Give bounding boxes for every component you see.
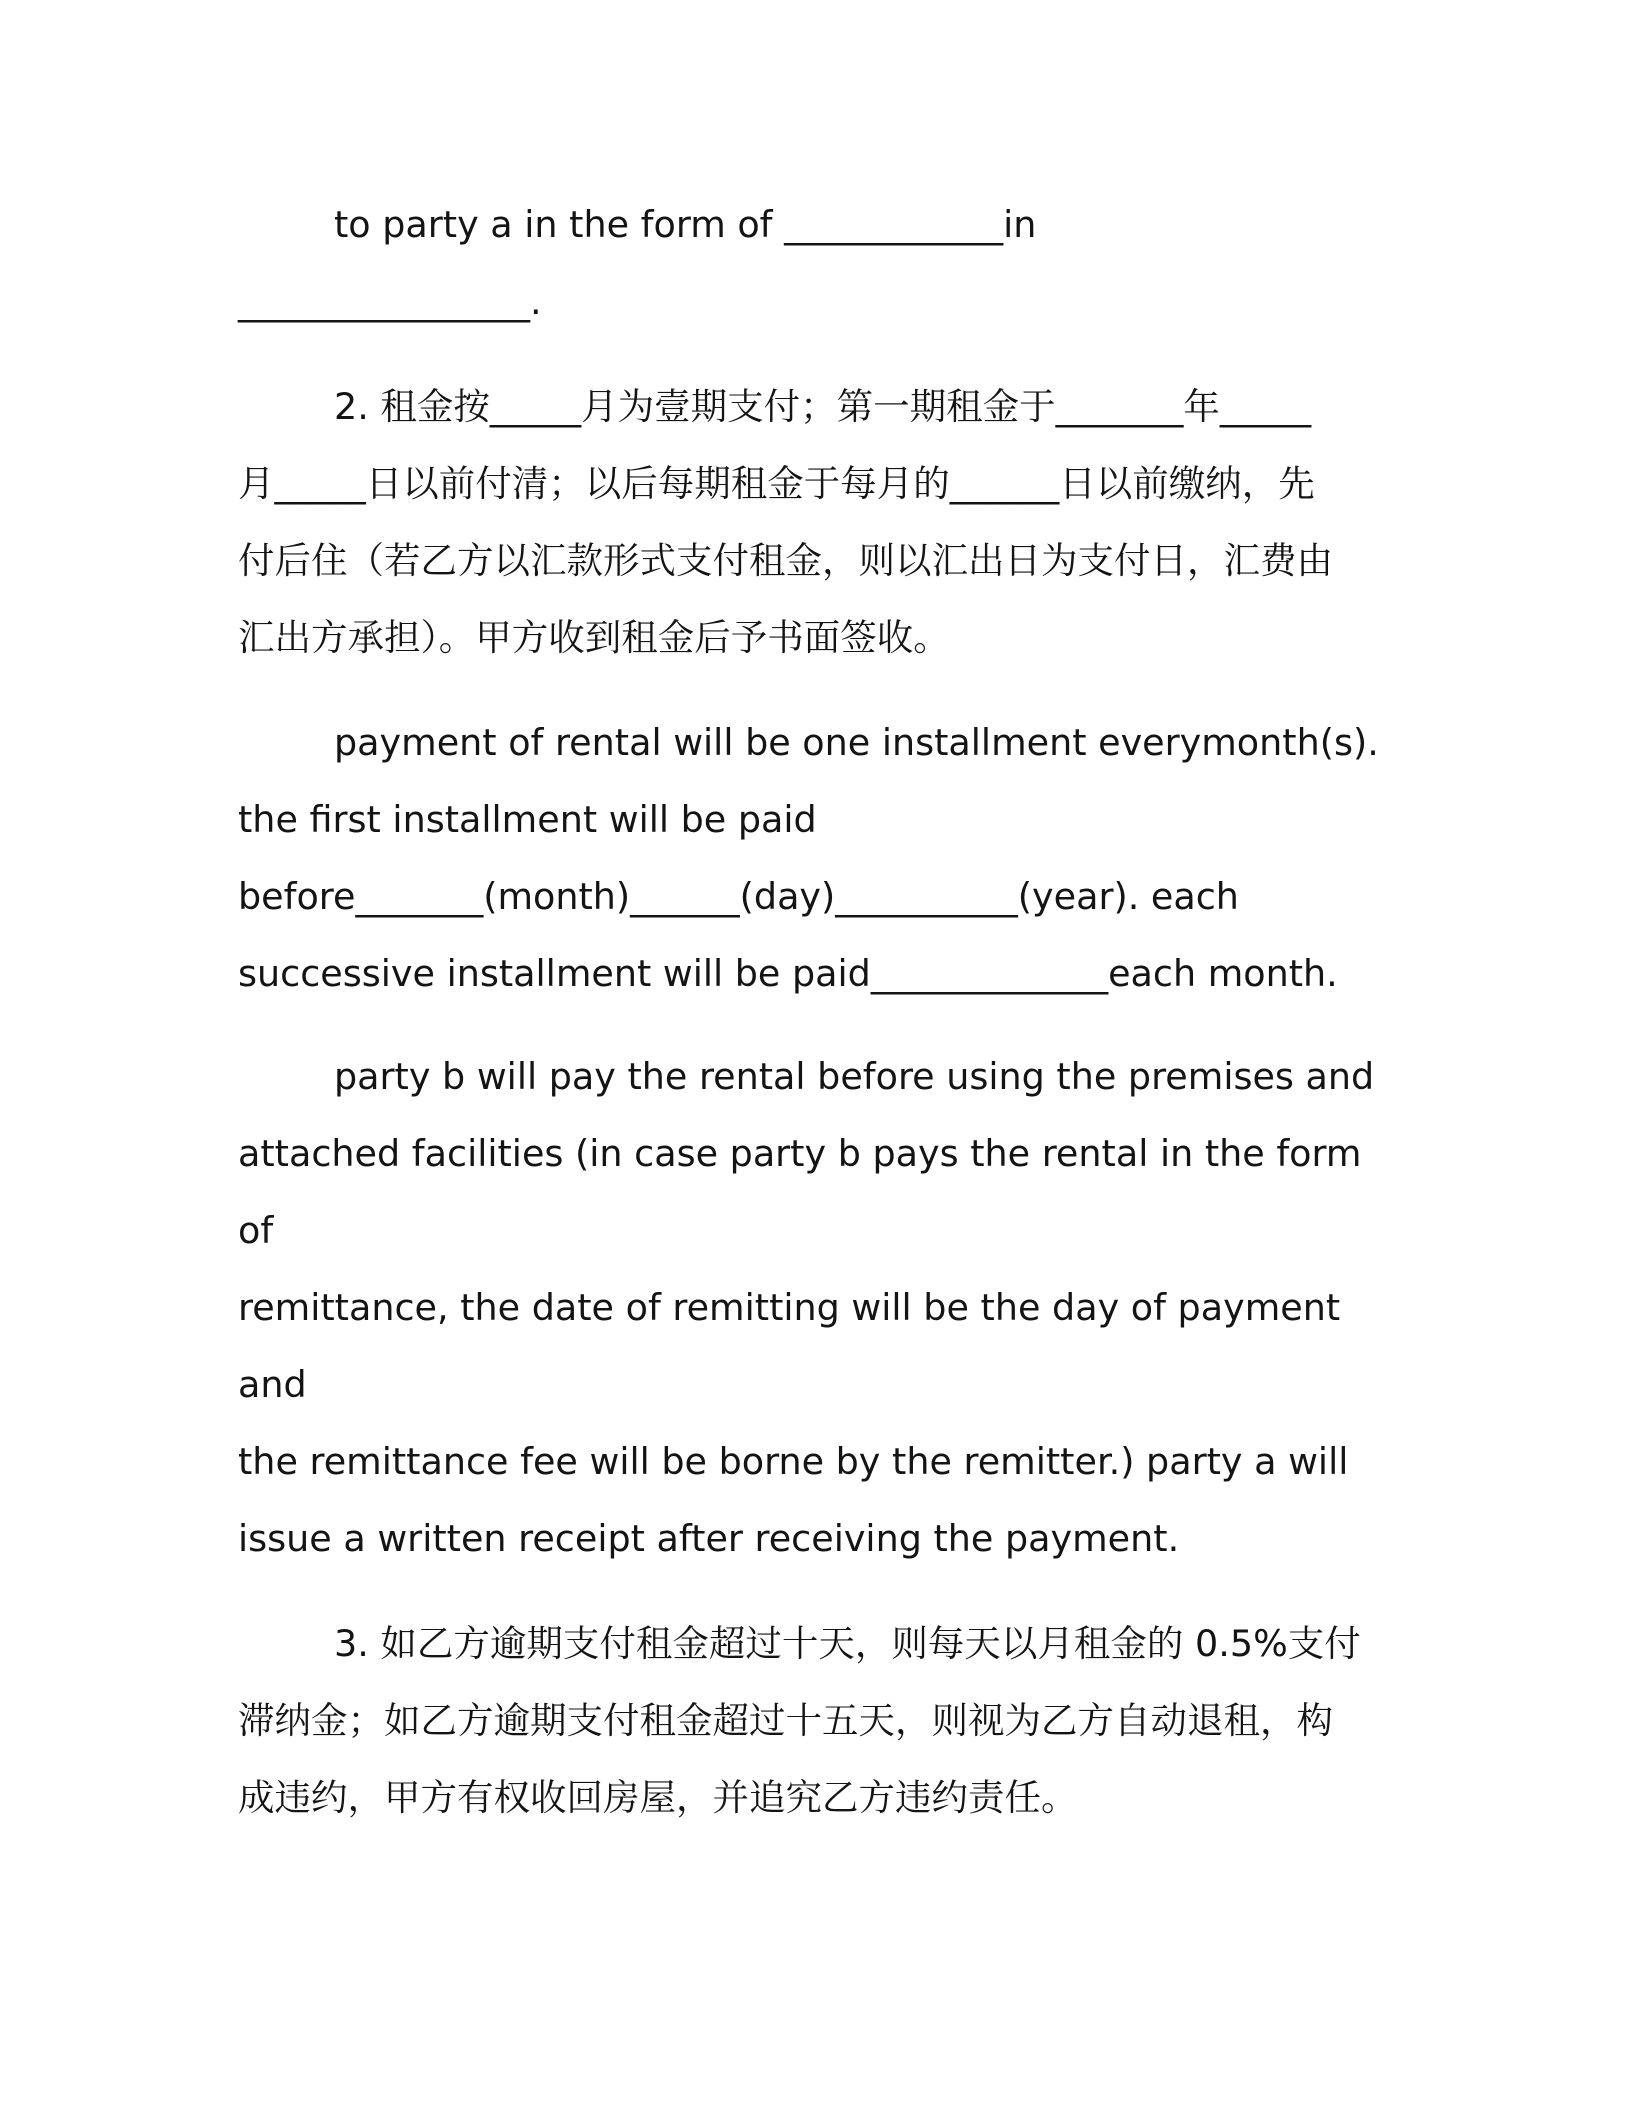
- text-line: ________________.: [238, 280, 542, 323]
- text-line: 成违约，甲方有权收回房屋，并追究乙方违约责任。: [238, 1776, 1078, 1819]
- text-line: the first installment will be paid: [238, 798, 817, 841]
- text-line: 汇出方承担）。甲方收到租金后予书面签收。: [238, 616, 950, 659]
- document-body: [238, 186, 1388, 1836]
- text-line: 滞纳金；如乙方逾期支付租金超过十五天，则视为乙方自动退租，构: [238, 1699, 1333, 1742]
- text-line: attached facilities (in case party b pays the rental in the form of: [238, 1132, 1362, 1252]
- text-line: issue a written receipt after receiving the payment.: [238, 1517, 1180, 1560]
- paragraph-spacing: [238, 1577, 1388, 1605]
- paragraph-clause-3-chinese: [238, 1605, 1388, 1836]
- paragraph-spacing: [238, 676, 1388, 704]
- text-line: 3. 如乙方逾期支付租金超过十天，则每天以月租金的 0.5%支付: [334, 1622, 1361, 1665]
- paragraph-spacing: [238, 1012, 1388, 1038]
- text-line: to party a in the form of ____________in: [334, 203, 1037, 246]
- text-line: before_______(month)______(day)__________(year). each: [238, 875, 1239, 918]
- paragraph-payment-form: [238, 186, 1388, 340]
- text-line: payment of rental will be one installment everymonth(s).: [334, 721, 1379, 764]
- paragraph-remittance-english: [238, 1038, 1388, 1577]
- text-line: successive installment will be paid_____________each month.: [238, 952, 1338, 995]
- text-line: 月_____日以前付清；以后每期租金于每月的______日以前缴纳，先: [238, 462, 1315, 505]
- paragraph-clause-2-chinese: [238, 368, 1388, 676]
- paragraph-spacing: [238, 340, 1388, 368]
- text-line: remittance, the date of remitting will be the day of payment and: [238, 1286, 1341, 1406]
- text-line: party b will pay the rental before using the premises and: [334, 1055, 1375, 1098]
- text-line: 付后住（若乙方以汇款形式支付租金，则以汇出日为支付日，汇费由: [238, 539, 1333, 582]
- text-line: 2. 租金按_____月为壹期支付；第一期租金于_______年_____: [334, 385, 1312, 428]
- text-line: the remittance fee will be borne by the remitter.) party a will: [238, 1440, 1349, 1483]
- paragraph-payment-schedule-english: [238, 704, 1388, 1012]
